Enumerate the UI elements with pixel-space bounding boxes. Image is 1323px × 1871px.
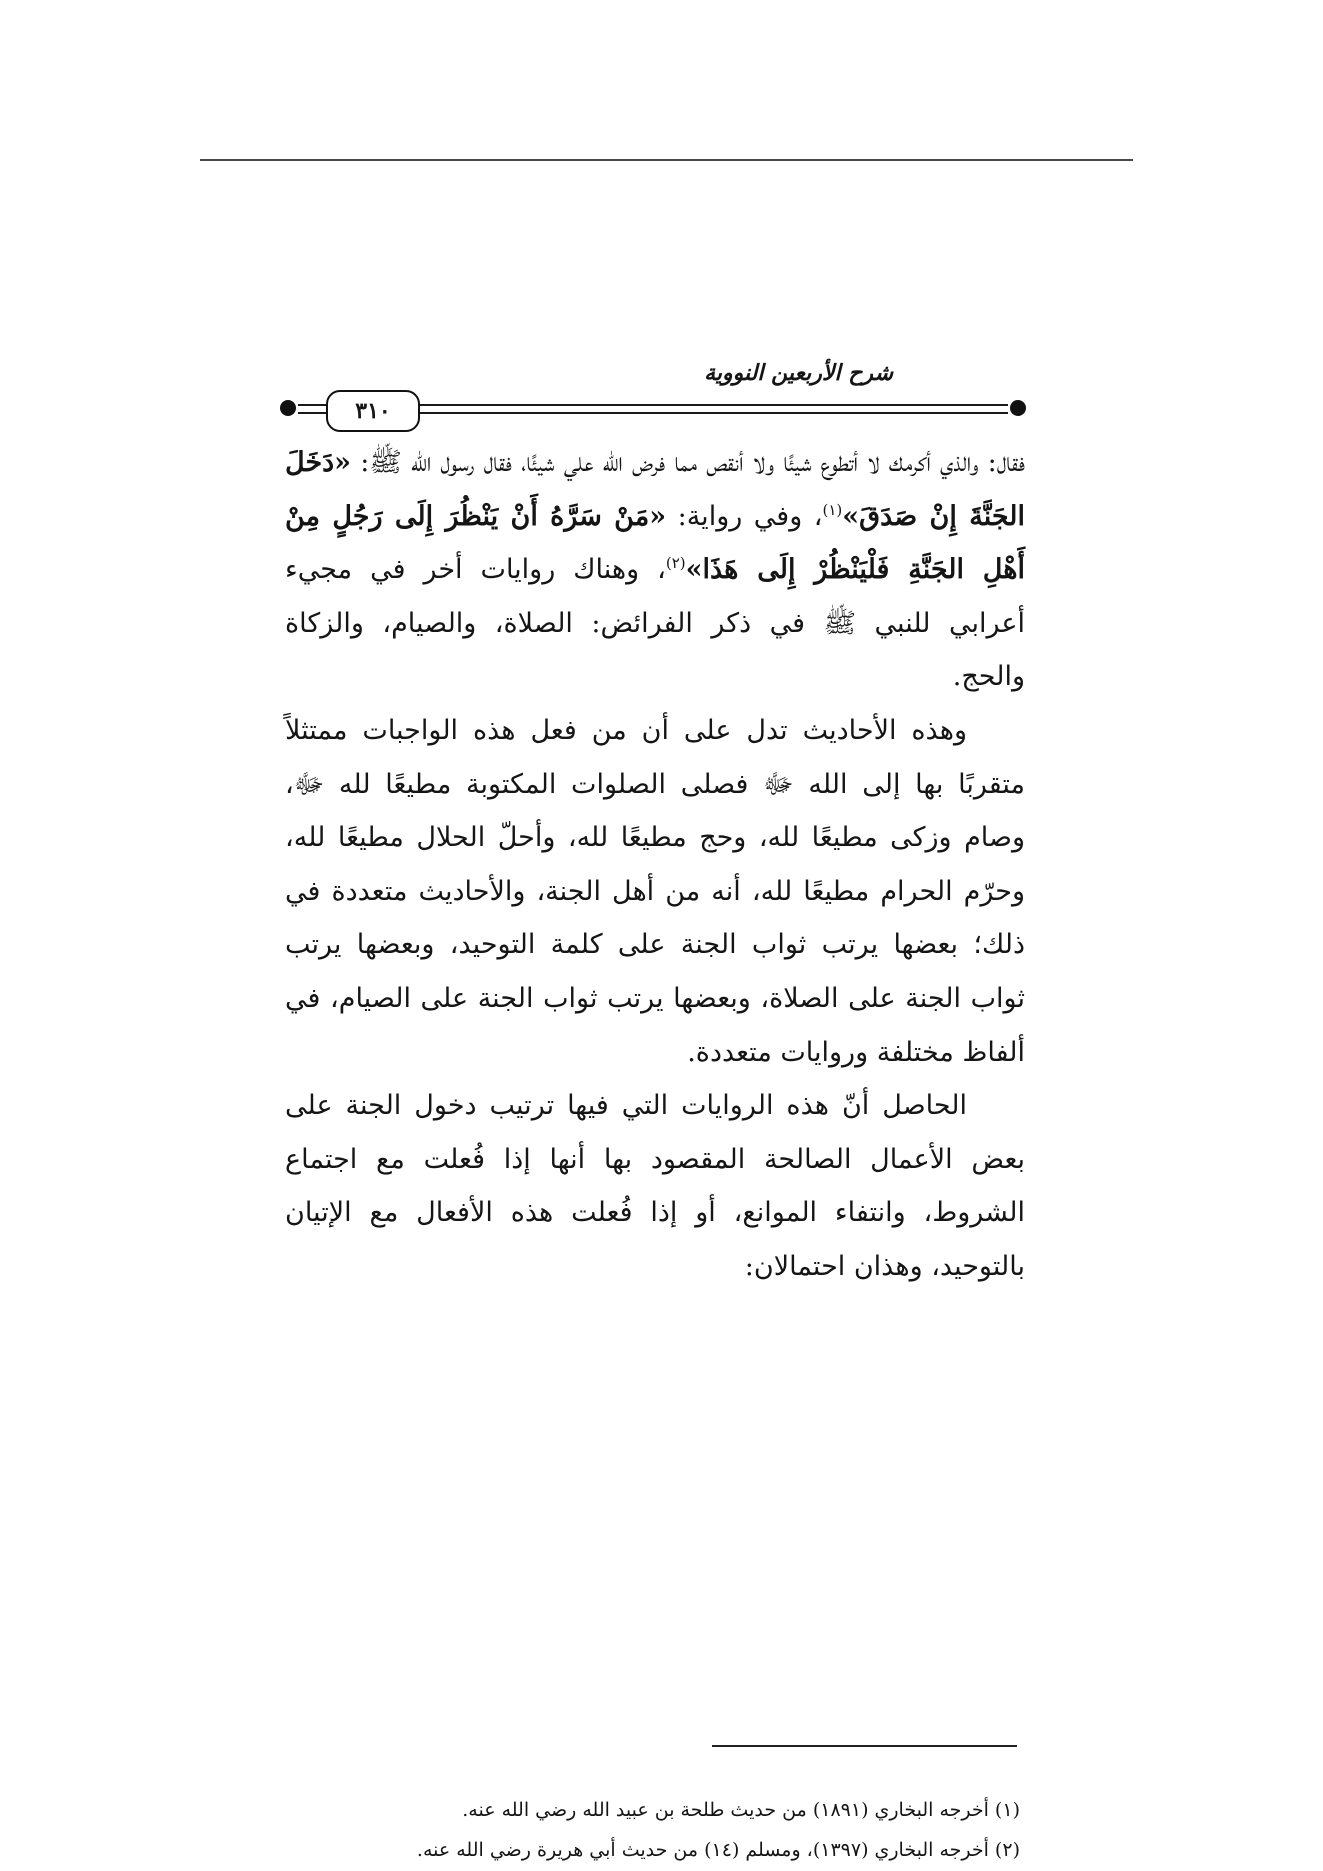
footnote-reference: (١) [822,500,843,519]
top-rule [200,159,1133,161]
page-header [278,360,1028,440]
body-text [285,436,1025,1294]
footnote-1: (١) أخرجه البخاري (١٨٩١) من حديث طلحة بن عبيد الله رضي الله عنه. [462,1799,1020,1821]
paragraph-2 [285,704,1025,1079]
hadith-quote: «مَنْ سَرَّهُ أَنْ يَنْظُرَ إِلَى رَجُلٍ مِنْ أَهْلِ الجَنَّةِ فَلْيَنْظُرْ إِلَى هَذَا» [285,500,1025,586]
book-title: شرح الأربعين النووية [704,360,893,386]
page-number: ٣١٠ [355,398,391,424]
footnote-2: (٢) أخرجه البخاري (١٣٩٧)، ومسلم (١٤) من حديث أبي هريرة رضي الله عنه. [416,1839,1020,1861]
text-segment: وهذه الأحاديث تدل على أن من فعل هذه الواجبات ممتثلاً متقربًا بها إلى الله ﷻ فصلى الصلوات المكتوبة مطيعًا لله ﷻ، وصام وزكى مطيعًا لله، وحج مطيعًا لله، وأحلّ الحلال مطيعًا لله، وحرّم الحرام مطيعًا لله، أنه من أهل الجنة، والأحاديث متعددة في ذلك؛ بعضها يرتب ثواب الجنة على كلمة التوحيد، وبعضها يرتب ثواب الجنة على الصلاة، وبعضها يرتب ثواب الجنة على الصيام، في ألفاظ مختلفة وروايات متعددة. [285,714,1025,1068]
text-segment: ، وفي رواية: [666,500,823,532]
footnote-reference: (٢) [665,554,686,573]
header-left-ornament [280,400,296,416]
text-segment: الحاصل أنّ هذه الروايات التي فيها ترتيب دخول الجنة على بعض الأعمال الصالحة المقصود بها أنها إذا فُعلت مع اجتماع الشروط، وانتفاء الموانع، أو إذا فُعلت هذه الأفعال مع الإتيان بالتوحيد، وهذان احتمالان: [285,1090,1025,1282]
paragraph-3 [285,1079,1025,1293]
hadith-quote: «دَخَلَ الجَنَّةَ إِنْ صَدَقَ» [285,447,1025,532]
footnote-separator [712,1745,1017,1747]
text-segment: ، وهناك روايات أخر في مجيء أعرابي للنبي ﷺ في ذكر الفرائض: الصلاة، والصيام، والزكاة والحج. [285,554,1025,693]
paragraph-1 [285,436,1025,704]
header-right-ornament [1010,400,1026,416]
page-number-frame [326,390,420,432]
text-segment: فقال: والذي أكرمك لا أتطوع شيئًا ولا أنقص مما فرض الله علي شيئًا، فقال رسول الله ﷺ: [351,447,1025,478]
footnotes [285,1790,1020,1870]
